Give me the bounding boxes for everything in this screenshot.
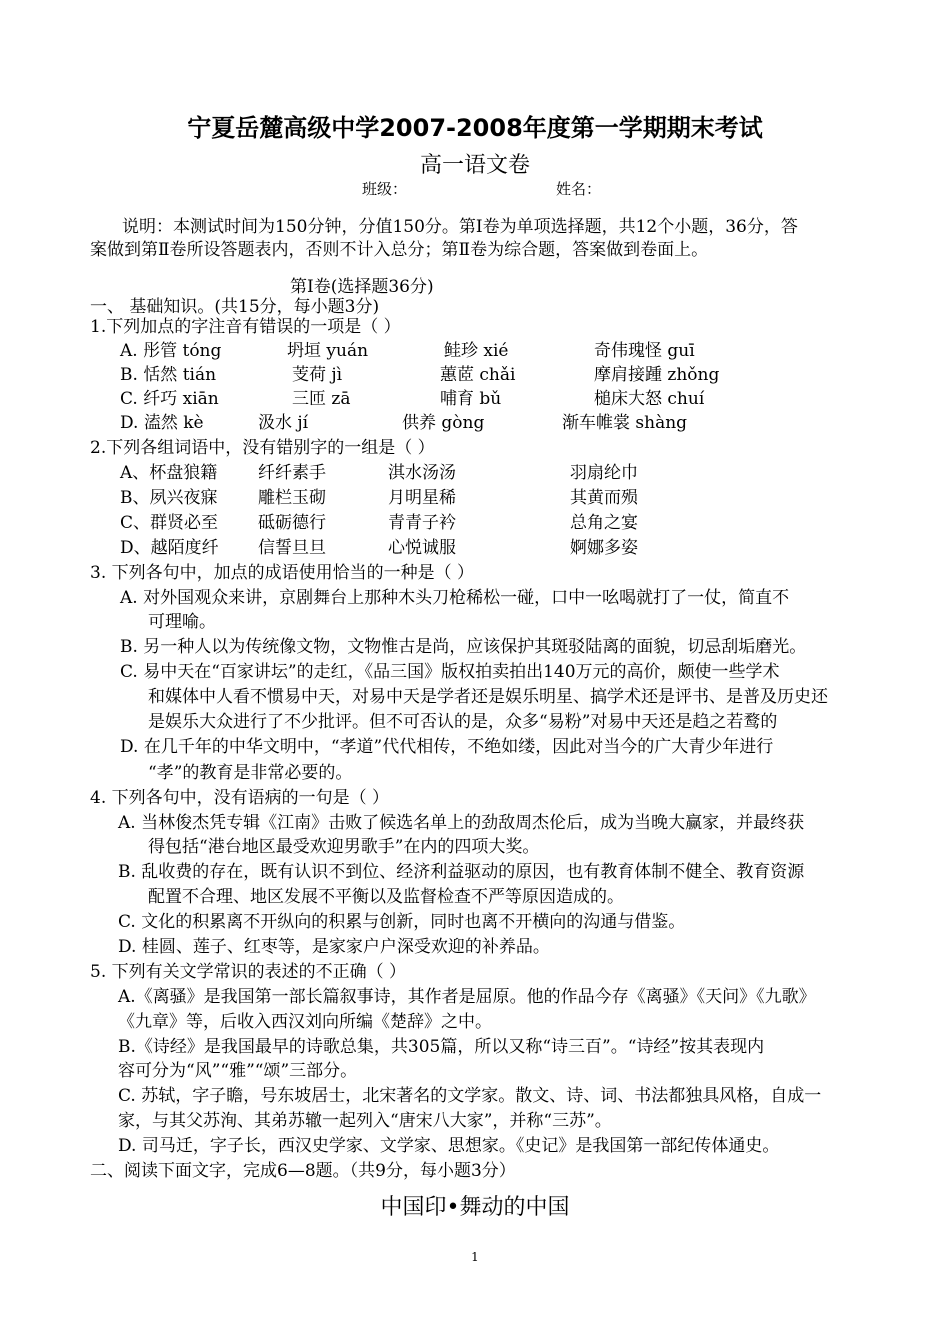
option-cell: 青青子衿 (388, 513, 456, 533)
option-cell: 芰荷 jì (292, 365, 343, 385)
option-cell: 蕙茝 chǎi (440, 365, 516, 385)
option-cell: 鲑珍 xié (444, 341, 509, 361)
option-cell: A、杯盘狼籍 (120, 463, 218, 483)
option-cell: 奇伟瑰怪 guī (594, 341, 695, 361)
option-line: A. 当林俊杰凭专辑《江南》击败了候选名单上的劲敌周杰伦后，成为当晚大赢家，并最终获 (118, 813, 805, 833)
option-cell: 淇水汤汤 (388, 463, 456, 483)
option-line: 配置不合理、地区发展不平衡以及监督检查不严等原因造成的。 (148, 887, 624, 907)
option-line: “孝”的教育是非常必要的。 (148, 763, 353, 783)
option-line: D. 在几千年的中华文明中，“孝道”代代相传，不绝如缕，因此对当今的广大青少年进行 (120, 737, 774, 757)
option-line: 是娱乐大众进行了不少批评。但不可否认的是，众多“易粉”对易中天还是趋之若鹜的 (148, 712, 778, 732)
option-cell: 坍垣 yuán (287, 341, 369, 361)
exam-title: 宁夏岳麓高级中学2007-2008年度第一学期期末考试 (187, 114, 763, 142)
option-cell: D、越陌度纤 (120, 538, 219, 558)
question-stem: 4. 下列各句中，没有语病的一句是（ ） (90, 788, 390, 808)
option-cell: 心悦诚服 (388, 538, 456, 558)
option-line: D. 桂圆、莲子、红枣等，是家家户户深受欢迎的补养品。 (118, 937, 550, 957)
option-cell: 砥砺德行 (258, 513, 326, 533)
exam-subtitle: 高一语文卷 (419, 153, 530, 178)
option-line: 可理喻。 (148, 612, 216, 632)
option-line: C. 易中天在“百家讲坛”的走红，《品三国》版权拍卖拍出140万元的高价，颇使一些学术 (120, 662, 780, 682)
option-cell: 汲水 jí (258, 413, 309, 433)
question-stem: 1.下列加点的字注音有错误的一项是（ ） (90, 317, 401, 337)
option-line: C. 苏轼，字子瞻，号东坡居士，北宋著名的文学家。散文、诗、词、书法都独具风格，自成一 (118, 1086, 822, 1106)
option-line: B.《诗经》是我国最早的诗歌总集，共305篇，所以又称“诗三百”。“诗经”按其表现内 (118, 1037, 765, 1057)
question-stem: 2.下列各组词语中，没有错别字的一组是（ ） (90, 438, 435, 458)
option-cell: 羽扇纶巾 (570, 463, 638, 483)
option-cell: C、群贤必至 (120, 513, 219, 533)
option-line: C. 文化的积累离不开纵向的积累与创新，同时也离不开横向的沟通与借鉴。 (118, 912, 686, 932)
option-cell: 纤纤素手 (258, 463, 326, 483)
option-cell: 总角之宴 (570, 513, 638, 533)
option-cell: 摩肩接踵 zhǒng (594, 365, 720, 385)
option-line: 家，与其父苏洵、其弟苏辙一起列入“唐宋八大家”，并称“三苏”。 (118, 1111, 612, 1131)
option-cell: 哺育 bǔ (440, 389, 502, 409)
option-cell: B、夙兴夜寐 (120, 488, 218, 508)
option-line: D. 司马迁，字子长，西汉史学家、文学家、思想家。《史记》是我国第一部纪传体通史。 (118, 1136, 780, 1156)
option-line: A.《离骚》是我国第一部长篇叙事诗，其作者是屈原。他的作品今存《离骚》《天问》《九歌》 (118, 987, 816, 1007)
option-line: B. 乱收费的存在，既有认识不到位、经济利益驱动的原因，也有教育体制不健全、教育资源 (118, 862, 805, 882)
option-cell: D. 溘然 kè (120, 413, 204, 433)
intro-line: 说明：本测试时间为150分钟，分值150分。第Ⅰ卷为单项选择题，共12个小题，36分，答 (122, 217, 798, 237)
option-cell: C. 纤巧 xiān (120, 389, 219, 409)
option-cell: 其黄而殒 (570, 488, 638, 508)
option-line: 和媒体中人看不惯易中天，对易中天是学者还是娱乐明星、搞学术还是评书、是普及历史还 (148, 687, 828, 707)
option-line: B. 另一种人以为传统像文物，文物惟古是尚，应该保护其斑驳陆离的面貌，切忌刮垢磨光。 (120, 637, 807, 657)
intro-line: 案做到第Ⅱ卷所设答题表内，否则不计入总分；第Ⅱ卷为综合题，答案做到卷面上。 (90, 240, 709, 260)
question-stem: 3. 下列各句中，加点的成语使用恰当的一种是（ ） (90, 563, 475, 583)
option-cell: A. 彤管 tóng (120, 341, 222, 361)
option-cell: B. 恬然 tián (120, 365, 217, 385)
option-cell: 槌床大怒 chuí (594, 389, 705, 409)
option-cell: 月明星稀 (388, 488, 456, 508)
option-line: A. 对外国观众来讲，京剧舞台上那种木头刀枪稀松一碰，口中一吆喝就打了一仗，简直不 (120, 588, 790, 608)
page-number: 1 (471, 1250, 479, 1264)
article-title: 中国印•舞动的中国 (380, 1195, 570, 1220)
option-cell: 渐车帷裳 shàng (562, 413, 688, 433)
option-cell: 供养 gòng (402, 413, 485, 433)
question-stem: 5. 下列有关文学常识的表述的不正确（ ） (90, 962, 407, 982)
class-label: 班级： (362, 180, 408, 198)
name-label: 姓名： (556, 180, 602, 198)
part1-title: 第Ⅰ卷(选择题36分) (290, 277, 434, 297)
option-line: 得包括“港台地区最受欢迎男歌手”在内的四项大奖。 (148, 837, 540, 857)
section1-title: 一、 基础知识。(共15分，每小题3分) (90, 297, 380, 317)
option-cell: 信誓旦旦 (258, 538, 326, 558)
section2-title: 二、阅读下面文字，完成6—8题。（共9分，每小题3分） (90, 1161, 516, 1181)
option-cell: 雕栏玉砌 (258, 488, 326, 508)
option-cell: 婀娜多姿 (570, 538, 638, 558)
option-line: 《九章》等，后收入西汉刘向所编《楚辞》之中。 (118, 1012, 492, 1032)
option-cell: 三匝 zā (292, 389, 351, 409)
option-line: 容可分为“风”“雅”“颂”三部分。 (118, 1061, 358, 1081)
